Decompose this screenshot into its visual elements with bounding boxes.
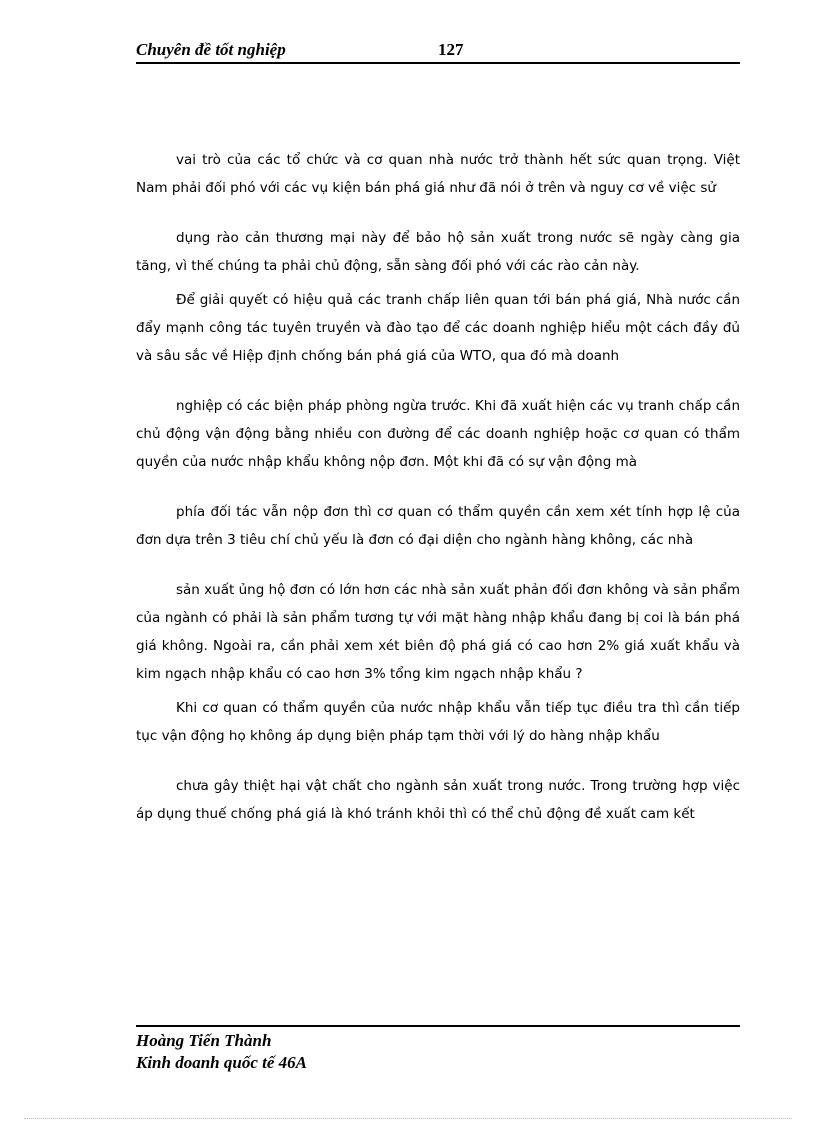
paragraph: dụng rào cản thương mại này để bảo hộ sản xuất trong nước sẽ ngày càng gia tăng, vì thế chúng ta phải chủ động, sẵn sàng đối phó với các rào cản này. [136,230,740,274]
page-edge [24,1118,792,1119]
class-name: Kinh doanh quốc tế 46A [136,1053,307,1072]
paragraph: phía đối tác vẫn nộp đơn thì cơ quan có thẩm quyền cần xem xét tính hợp lệ của đơn dựa trên 3 tiêu chí chủ yếu là đơn có đại diện cho ngành hàng không, các nhà [136,504,740,548]
paragraph: Khi cơ quan có thẩm quyền của nước nhập khẩu vẫn tiếp tục điều tra thì cần tiếp tục vận động họ không áp dụng biện pháp tạm thời với lý do hàng nhập khẩu [136,700,740,744]
document-title: Chuyên đề tốt nghiệp [136,40,286,59]
paragraph: sản xuất ủng hộ đơn có lớn hơn các nhà sản xuất phản đối đơn không và sản phẩm của ngành có phải là sản phẩm tương tự với mặt hàng nhập khẩu đang bị coi là bán phá giá không. Ngoài ra, cần phải xem xét biên độ phá giá có cao hơn 2% giá xuất khẩu và kim ngạch nhập khẩu có cao hơn 3% tổng kim ngạch nhập khẩu ? [136,582,740,682]
paragraph: chưa gây thiệt hại vật chất cho ngành sản xuất trong nước. Trong trường hợp việc áp dụng thuế chống phá giá là khó tránh khỏi thì có thể chủ động đề xuất cam kết [136,778,740,822]
paragraph: Để giải quyết có hiệu quả các tranh chấp liên quan tới bán phá giá, Nhà nước cần đẩy mạnh công tác tuyên truyền và đào tạo để các doanh nghiệp hiểu một cách đầy đủ và sâu sắc về Hiệp định chống bán phá giá của WTO, qua đó mà doanh [136,292,740,364]
page-footer [136,1030,307,1074]
page-number: 127 [438,40,464,59]
paragraph: nghiệp có các biện pháp phòng ngừa trước. Khi đã xuất hiện các vụ tranh chấp cần chủ động vận động bằng nhiều con đường để các doanh nghiệp hoặc cơ quan có thẩm quyền của nước nhập khẩu không nộp đơn. Một khi đã có sự vận động mà [136,398,740,470]
author-name: Hoàng Tiến Thành [136,1031,272,1050]
page-header [136,40,740,62]
footer-divider [136,1025,740,1027]
paragraph: vai trò của các tổ chức và cơ quan nhà nước trở thành hết sức quan trọng. Việt Nam phải đối phó với các vụ kiện bán phá giá như đã nói ở trên và nguy cơ về việc sử [136,152,740,196]
header-divider [136,62,740,64]
body-text [136,146,740,828]
